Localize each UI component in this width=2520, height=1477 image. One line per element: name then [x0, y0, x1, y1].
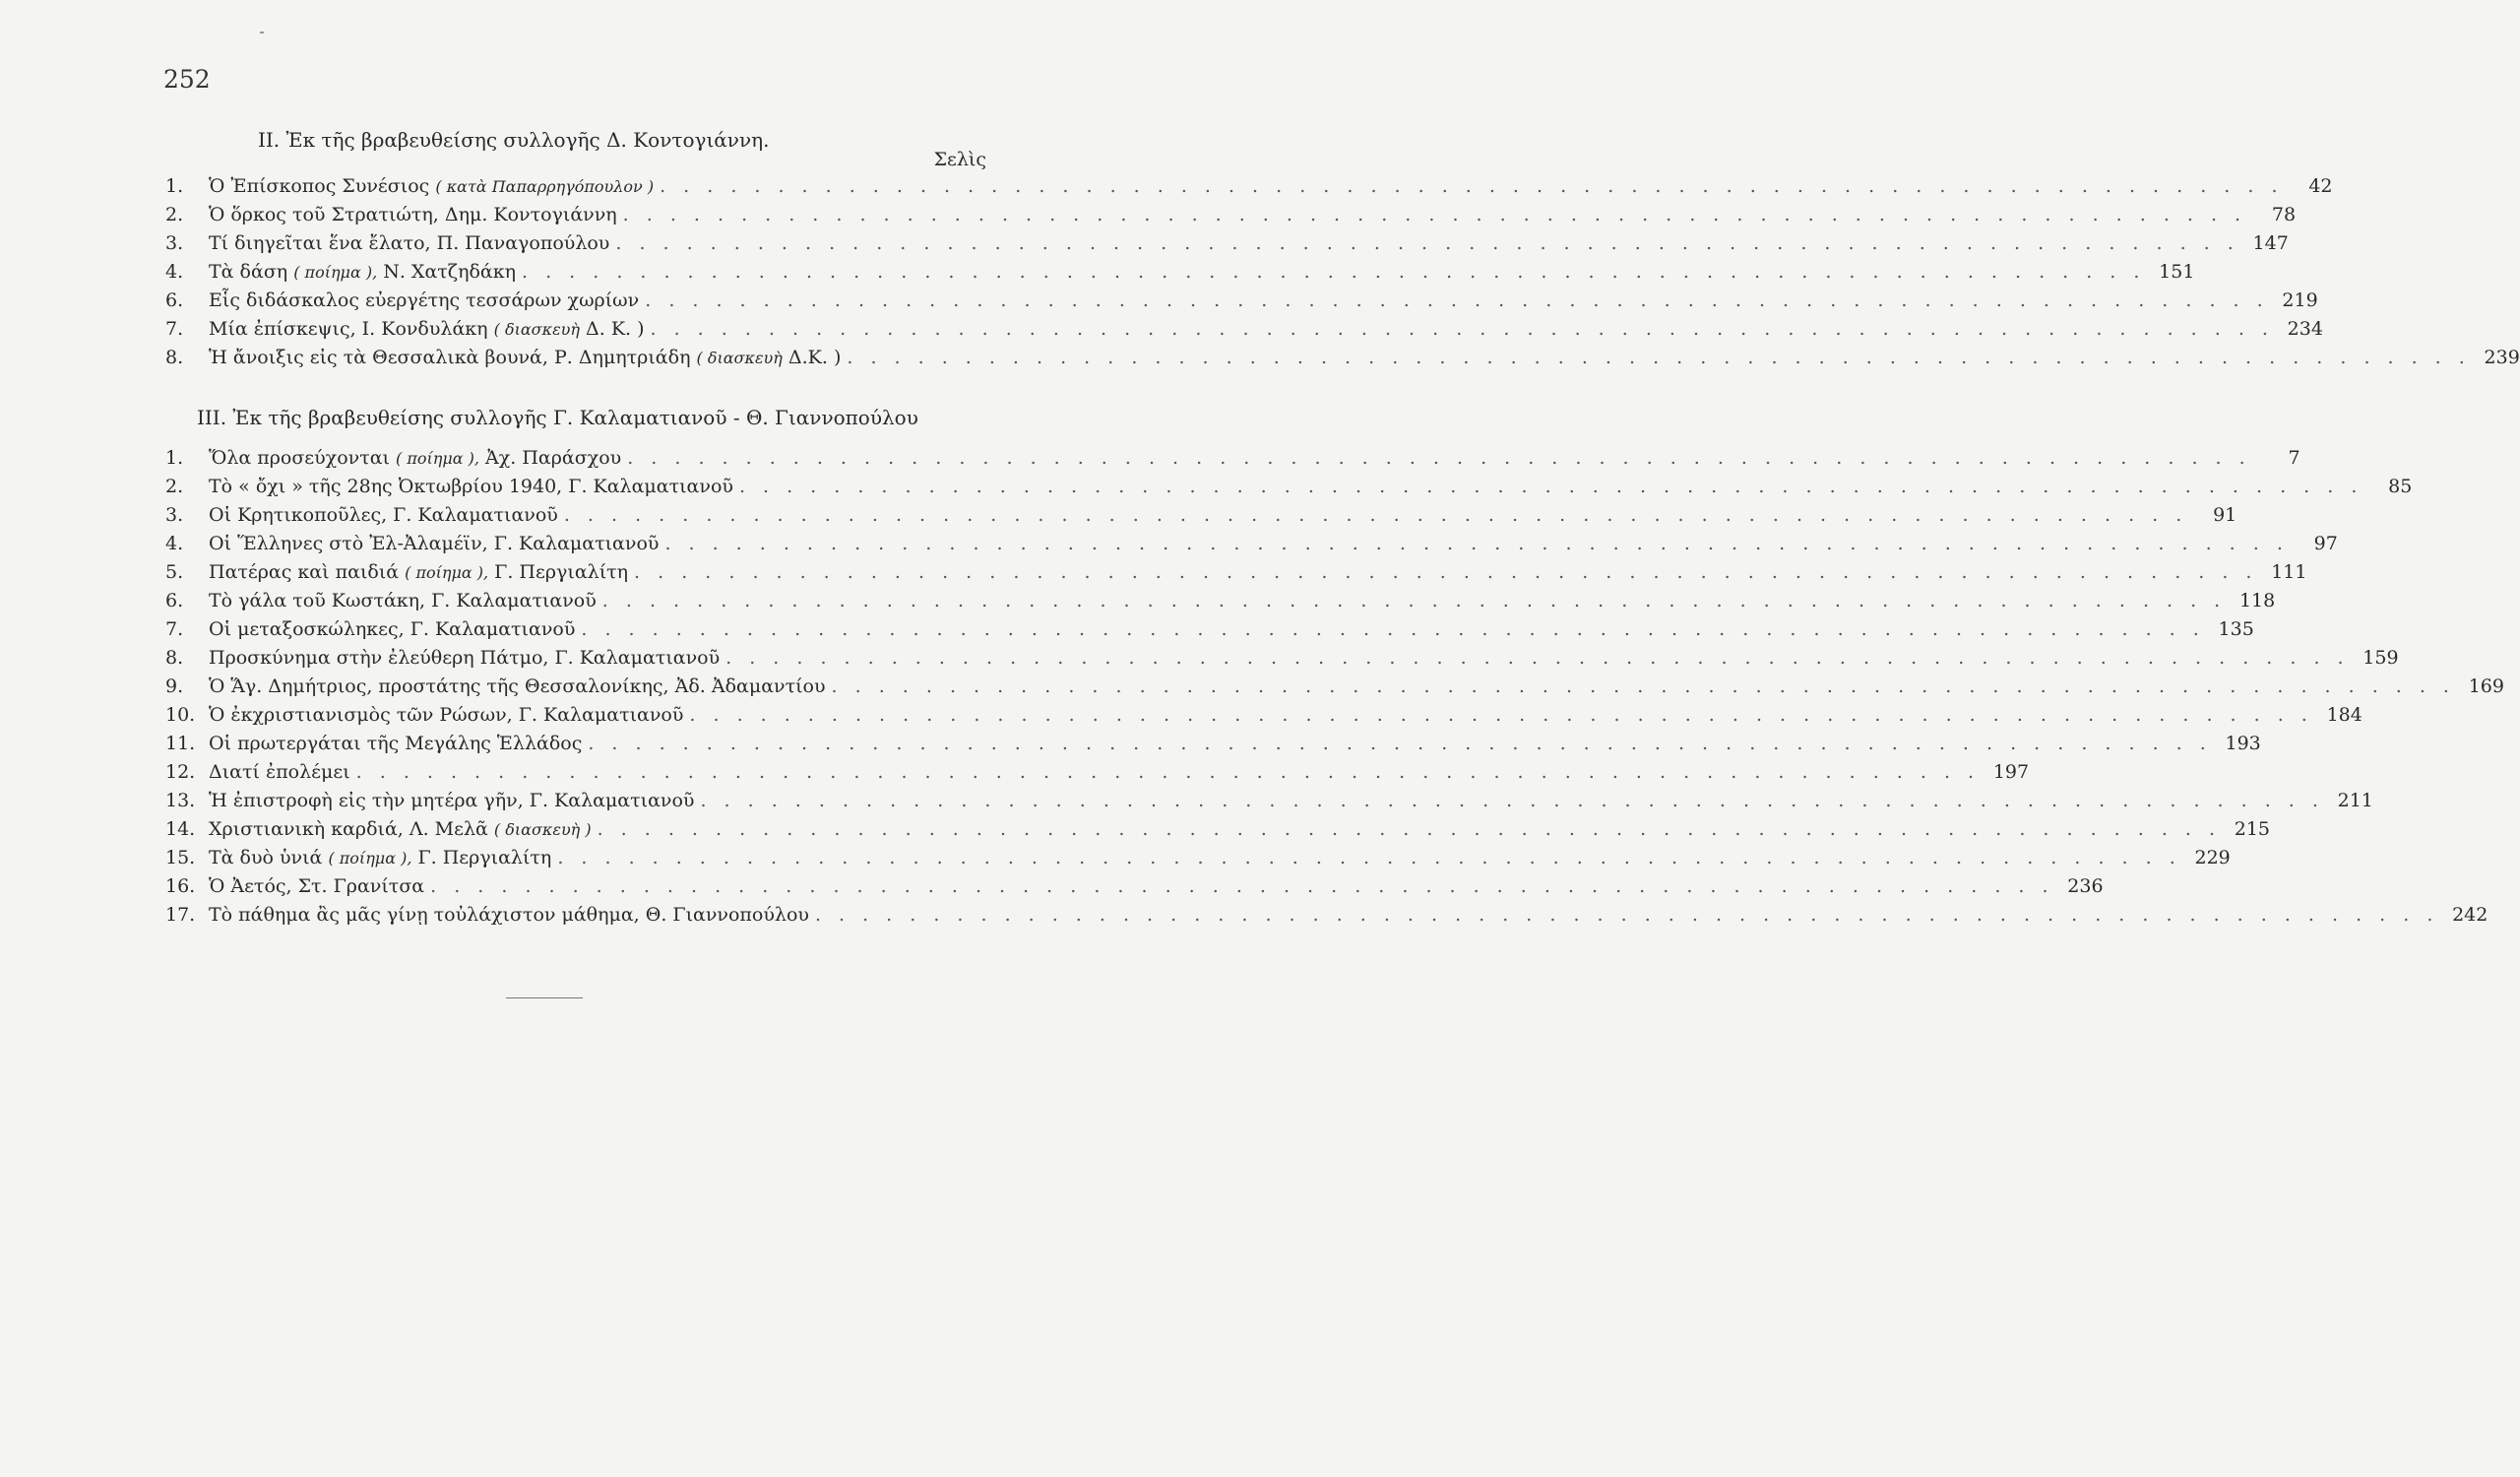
- section-3-toc: [165, 447, 2504, 932]
- dot-leader: [623, 204, 2246, 225]
- entry-title: Οἱ πρωτεργάται τῆς Μεγάλης Ἑλλάδος: [209, 733, 583, 754]
- entry-number: 11.: [165, 733, 196, 754]
- entry-page: 135: [2218, 618, 2254, 640]
- entry-title: Χριστιανικὴ καρδιά, Λ. Μελᾶ: [209, 818, 488, 840]
- entry-page: 85: [2388, 476, 2413, 497]
- dot-leader: [660, 175, 2283, 197]
- toc-entry: [165, 590, 2276, 618]
- toc-entry: [165, 790, 2373, 818]
- dot-leader: [598, 818, 2221, 840]
- page-number: 252: [163, 65, 211, 94]
- toc-entry: [165, 261, 2195, 289]
- entry-number: 7.: [165, 318, 184, 340]
- entry-note: ( κατὰ Παπαρρηγόπουλον ): [435, 177, 655, 196]
- entry-number: 1.: [165, 175, 184, 197]
- entry-title: Ὁ Ἅγ. Δημήτριος, προστάτης τῆς Θεσσαλονίκης, Ἀδ. Ἀδαμαντίου: [209, 675, 826, 697]
- entry-title-wrap: [209, 533, 659, 554]
- dot-leader: [588, 733, 2211, 754]
- entry-page: 118: [2238, 590, 2276, 611]
- entry-title-wrap: [209, 204, 617, 225]
- toc-entry: [165, 847, 2231, 875]
- entry-page: 239: [2484, 347, 2520, 368]
- entry-title-wrap: [209, 647, 720, 669]
- entry-title-after: Ν. Χατζηδάκη: [383, 261, 516, 283]
- toc-entry: [165, 618, 2254, 647]
- entry-page: 242: [2452, 904, 2488, 926]
- entry-title: Εἷς διδάσκαλος εὐεργέτης τεσσάρων χωρίων: [209, 289, 640, 311]
- entry-number: 8.: [165, 647, 184, 669]
- dot-leader: [700, 790, 2323, 811]
- entry-title: Μία ἐπίσκεψις, Ι. Κονδυλάκη: [209, 318, 488, 340]
- dot-leader: [725, 647, 2349, 669]
- entry-title-wrap: [209, 175, 654, 197]
- toc-entry: [165, 204, 2297, 232]
- dot-leader: [627, 447, 2250, 469]
- dot-leader: [815, 904, 2438, 926]
- entry-number: 7.: [165, 618, 184, 640]
- entry-number: 17.: [165, 904, 196, 926]
- entry-title-wrap: [209, 875, 424, 897]
- entry-title-wrap: [209, 704, 683, 726]
- entry-note: ( ποίημα ),: [293, 263, 378, 282]
- entry-title: Ἡ ἐπιστροφὴ εἰς τὴν μητέρα γῆν, Γ. Καλαματιανοῦ: [209, 790, 695, 811]
- entry-page: 219: [2282, 289, 2318, 311]
- toc-entry: [165, 289, 2318, 318]
- entry-number: 5.: [165, 561, 184, 583]
- entry-title: Τὸ γάλα τοῦ Κωστάκη, Γ. Καλαματιανοῦ: [209, 590, 597, 611]
- entry-title: Οἱ μεταξοσκώληκες, Γ. Καλαματιανοῦ: [209, 618, 576, 640]
- section-2-toc: [165, 175, 2520, 375]
- dot-leader: [557, 847, 2180, 868]
- toc-entry: [165, 504, 2237, 533]
- page-column-label: Σελὶς: [933, 149, 986, 170]
- entry-title-after: Ἀχ. Παράσχου: [485, 447, 622, 469]
- entry-title: Πατέρας καὶ παιδιά: [209, 561, 400, 583]
- toc-entry: [165, 647, 2399, 675]
- entry-title: Ὁ ἐκχριστιανισμὸς τῶν Ρώσων, Γ. Καλαματιανοῦ: [209, 704, 684, 726]
- toc-entry: [165, 818, 2271, 847]
- entry-title-wrap: [209, 447, 621, 469]
- entry-page: 111: [2271, 561, 2307, 583]
- toc-entry: [165, 347, 2520, 375]
- entry-page: 151: [2159, 261, 2195, 283]
- entry-title-wrap: [209, 590, 597, 611]
- dot-leader: [739, 476, 2362, 497]
- toc-entry: [165, 447, 2300, 476]
- toc-entry: [165, 533, 2338, 561]
- entry-title-after: Δ. Κ. ): [586, 318, 645, 340]
- entry-note: ( ποίημα ),: [328, 849, 412, 867]
- toc-entry: [165, 561, 2307, 590]
- entry-title-wrap: [209, 476, 733, 497]
- entry-title-after: Γ. Περγιαλίτη: [494, 561, 629, 583]
- entry-number: 13.: [165, 790, 196, 811]
- entry-note: ( ποίημα ),: [396, 449, 479, 468]
- dot-leader: [832, 675, 2455, 697]
- entry-page: 91: [2213, 504, 2237, 526]
- toc-entry: [165, 875, 2104, 904]
- entry-title: Ἡ ἄνοιξις εἰς τὰ Θεσσαλικὰ βουνά, Ρ. Δημητριάδη: [209, 347, 691, 368]
- dot-leader: [522, 261, 2145, 283]
- dot-leader: [689, 704, 2312, 726]
- entry-number: 4.: [165, 533, 184, 554]
- entry-number: 10.: [165, 704, 196, 726]
- entry-number: 15.: [165, 847, 196, 868]
- entry-number: 6.: [165, 590, 184, 611]
- entry-title: Οἱ Κρητικοποῦλες, Γ. Καλαματιανοῦ: [209, 504, 558, 526]
- entry-page: 211: [2337, 790, 2373, 811]
- dot-leader: [430, 875, 2053, 897]
- dot-leader: [651, 318, 2274, 340]
- entry-title-wrap: [209, 761, 350, 783]
- toc-entry: [165, 232, 2289, 261]
- toc-entry: [165, 318, 2323, 347]
- entry-number: 2.: [165, 476, 184, 497]
- entry-title-wrap: [209, 733, 582, 754]
- entry-page: 78: [2271, 204, 2297, 225]
- dot-leader: [602, 590, 2226, 611]
- entry-number: 6.: [165, 289, 184, 311]
- entry-title: Διατί ἐπολέμει: [209, 761, 350, 783]
- entry-title-wrap: [209, 675, 826, 697]
- toc-entry: [165, 904, 2488, 932]
- entry-title: Τὸ πάθημα ἂς μᾶς γίνῃ τοὐλάχιστον μάθημα, Θ. Γιαννοπούλου: [209, 904, 809, 926]
- section-2-heading: II. Ἐκ τῆς βραβευθείσης συλλογῆς Δ. Κοντογιάννη.: [258, 128, 770, 152]
- toc-entry: [165, 761, 2030, 790]
- toc-entry: [165, 175, 2333, 204]
- toc-entry: [165, 704, 2362, 733]
- entry-title-wrap: [209, 347, 841, 368]
- entry-title: Τὰ δάση: [209, 261, 288, 283]
- entry-title-after: Δ.Κ. ): [788, 347, 842, 368]
- entry-number: 3.: [165, 504, 184, 526]
- entry-number: 4.: [165, 261, 184, 283]
- entry-title-wrap: [209, 847, 551, 868]
- entry-title: Ὁ ὅρκος τοῦ Στρατιώτη, Δημ. Κοντογιάννη: [209, 204, 617, 225]
- entry-title: Ὁ Ἀετός, Στ. Γρανίτσα: [209, 875, 425, 897]
- scan-speck: [260, 32, 264, 33]
- entry-page: 42: [2308, 175, 2333, 197]
- entry-title-wrap: [209, 289, 639, 311]
- entry-title-wrap: [209, 504, 558, 526]
- entry-page: 197: [1992, 761, 2030, 783]
- entry-number: 12.: [165, 761, 196, 783]
- dot-leader: [581, 618, 2204, 640]
- entry-page: 97: [2313, 533, 2338, 554]
- entry-title-wrap: [209, 261, 516, 283]
- entry-title: Ὅλα προσεύχονται: [209, 447, 390, 469]
- entry-page: 159: [2362, 647, 2399, 669]
- entry-note: ( διασκευὴ: [696, 349, 783, 367]
- entry-title: Τὰ δυὸ ὑνιά: [209, 847, 323, 868]
- toc-entry: [165, 476, 2413, 504]
- entry-page: 7: [2288, 447, 2300, 469]
- dot-leader: [564, 504, 2187, 526]
- dot-leader: [847, 347, 2470, 368]
- entry-title: Τί διηγεῖται ἕνα ἔλατο, Π. Παναγοπούλου: [209, 232, 610, 254]
- toc-entry: [165, 675, 2504, 704]
- entry-number: 2.: [165, 204, 184, 225]
- dot-leader: [645, 289, 2268, 311]
- entry-note: ( ποίημα ),: [405, 563, 489, 582]
- entry-title-wrap: [209, 818, 592, 840]
- entry-page: 184: [2326, 704, 2362, 726]
- entry-page: 215: [2234, 818, 2271, 840]
- entry-title-wrap: [209, 561, 628, 583]
- entry-title-wrap: [209, 790, 694, 811]
- entry-page: 169: [2468, 675, 2504, 697]
- entry-title-wrap: [209, 232, 609, 254]
- entry-note: ( διασκευὴ: [493, 320, 580, 339]
- entry-number: 14.: [165, 818, 196, 840]
- dot-leader: [615, 232, 2238, 254]
- entry-title: Προσκύνημα στὴν ἐλεύθερη Πάτμο, Γ. Καλαματιανοῦ: [209, 647, 721, 669]
- dot-leader: [634, 561, 2257, 583]
- entry-number: 8.: [165, 347, 184, 368]
- section-3-heading: III. Ἐκ τῆς βραβευθείσης συλλογῆς Γ. Καλαματιανοῦ - Θ. Γιαννοπούλου: [197, 406, 918, 429]
- entry-page: 147: [2252, 232, 2289, 254]
- entry-title: Οἱ Ἕλληνες στὸ Ἐλ-Ἀλαμέϊν, Γ. Καλαματιανοῦ: [209, 533, 660, 554]
- entry-title: Τὸ « ὄχι » τῆς 28ης Ὀκτωβρίου 1940, Γ. Καλαματιανοῦ: [209, 476, 733, 497]
- entry-title-wrap: [209, 318, 645, 340]
- entry-number: 9.: [165, 675, 184, 697]
- entry-title-wrap: [209, 618, 575, 640]
- entry-title-wrap: [209, 904, 809, 926]
- end-rule: [506, 997, 583, 998]
- entry-number: 16.: [165, 875, 196, 897]
- entry-number: 3.: [165, 232, 184, 254]
- entry-page: 236: [2067, 875, 2104, 897]
- toc-entry: [165, 733, 2261, 761]
- dot-leader: [356, 761, 1980, 783]
- entry-title: Ὁ Ἐπίσκοπος Συνέσιος: [209, 175, 430, 197]
- dot-leader: [664, 533, 2288, 554]
- entry-page: 193: [2225, 733, 2261, 754]
- entry-title-after: Γ. Περγιαλίτη: [417, 847, 552, 868]
- entry-note: ( διασκευὴ ): [493, 820, 592, 839]
- entry-page: 229: [2194, 847, 2231, 868]
- entry-page: 234: [2287, 318, 2323, 340]
- entry-number: 1.: [165, 447, 184, 469]
